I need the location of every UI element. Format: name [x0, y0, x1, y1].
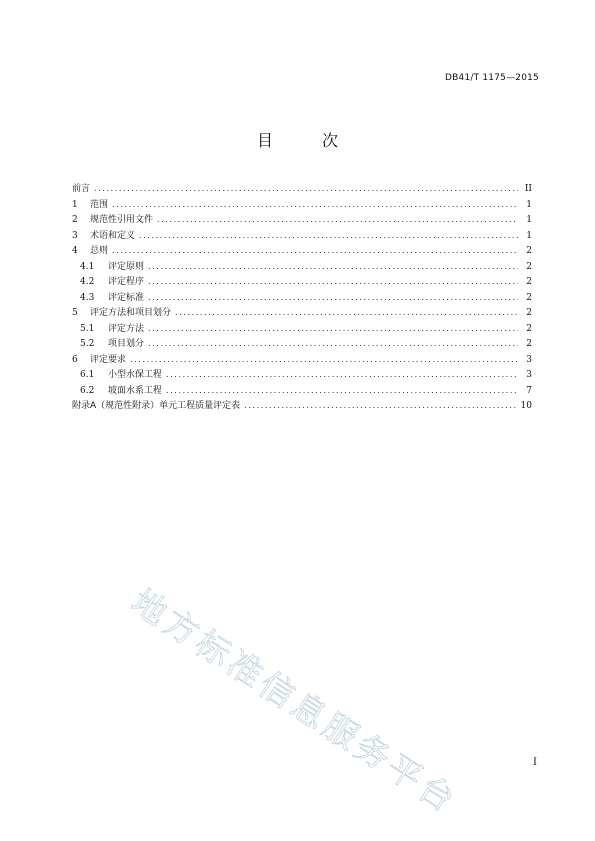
- toc-leader-dots: [148, 336, 518, 352]
- toc-entry-page: 2: [526, 292, 532, 303]
- toc-entry-page: 2: [526, 246, 532, 256]
- toc-entry-label: 评定标准: [108, 292, 145, 303]
- toc-entry-number: 5.2: [80, 339, 95, 349]
- toc-entry-label: 项目划分: [108, 339, 145, 349]
- toc-entry[interactable]: [72, 398, 532, 414]
- toc-entry-number: 4: [72, 246, 78, 256]
- toc-leader-dots: [148, 274, 518, 290]
- toc-entry-label: 术语和定义: [90, 230, 136, 241]
- toc-entry[interactable]: [72, 321, 532, 337]
- toc-leader-dots: [94, 181, 518, 197]
- toc-entry-number: 5: [72, 308, 78, 318]
- toc-entry-page: 3: [526, 370, 532, 380]
- page-number: I: [533, 757, 537, 768]
- toc-entry-label: 总则: [90, 246, 109, 256]
- toc-leader-dots: [148, 321, 518, 337]
- toc-entry[interactable]: [72, 274, 532, 290]
- toc-entry[interactable]: [72, 228, 532, 244]
- toc-entry[interactable]: [72, 336, 532, 352]
- toc-entry-number: 4.1: [80, 261, 95, 272]
- toc-entry-label: 范围: [90, 199, 109, 210]
- toc-entry[interactable]: [72, 259, 532, 275]
- toc-entry-label: 评定方法和项目划分: [90, 308, 172, 318]
- toc-entry-label: 附录A（规范性附录）单元工程质量评定表: [72, 401, 241, 411]
- toc-entry[interactable]: [72, 352, 532, 368]
- page-title: 目 次: [256, 131, 361, 150]
- toc-entry-label: 评定方法: [108, 323, 145, 334]
- toc-entry-number: 2: [72, 215, 78, 225]
- toc-entry-number: 6.2: [80, 385, 95, 396]
- toc-entry-label: 评定原则: [108, 261, 145, 272]
- toc-entry-number: 4.2: [80, 277, 95, 287]
- toc-entry-number: 6.1: [80, 370, 95, 380]
- toc-entry-number: 4.3: [80, 292, 95, 303]
- toc-entry-label: 评定要求: [90, 354, 127, 365]
- toc-entry[interactable]: [72, 305, 532, 321]
- toc-leader-dots: [148, 290, 518, 306]
- toc-leader-dots: [157, 212, 518, 228]
- toc-entry[interactable]: [72, 290, 532, 306]
- toc-entry-page: 3: [526, 354, 532, 365]
- toc-entry-page: 1: [526, 215, 532, 225]
- toc-entry-label: 小型水保工程: [108, 370, 163, 380]
- toc-entry-page: 1: [526, 199, 532, 210]
- toc-entry-label: 坡面水系工程: [108, 385, 163, 396]
- toc-entry[interactable]: [72, 367, 532, 383]
- toc-entry-page: 1: [526, 230, 532, 241]
- toc-entry-page: 2: [526, 308, 532, 318]
- toc-entry-page: II: [524, 184, 532, 194]
- toc-entry-number: 5.1: [80, 323, 95, 334]
- toc-leader-dots: [175, 305, 518, 321]
- toc-entry-page: 2: [526, 277, 532, 287]
- toc-leader-dots: [166, 383, 518, 399]
- toc-entry[interactable]: [72, 212, 532, 228]
- toc-entry[interactable]: [72, 383, 532, 399]
- toc-entry-page: 2: [526, 323, 532, 334]
- toc-leader-dots: [112, 243, 518, 259]
- toc-entry-page: 10: [520, 401, 532, 411]
- toc-entry-number: 6: [72, 354, 78, 365]
- toc-entry-page: 2: [526, 339, 532, 349]
- toc-leader-dots: [130, 352, 518, 368]
- toc-entry-page: 7: [526, 385, 532, 396]
- toc-leader-dots: [112, 197, 518, 213]
- toc-leader-dots: [148, 259, 518, 275]
- toc-entry[interactable]: [72, 243, 532, 259]
- toc-entry-number: 3: [72, 230, 78, 241]
- document-code: DB41/T 1175—2015: [445, 73, 539, 83]
- toc-entry[interactable]: [72, 197, 532, 213]
- toc-entry-label: 评定程序: [108, 277, 145, 287]
- toc-leader-dots: [166, 367, 518, 383]
- toc-leader-dots: [139, 228, 518, 244]
- toc-entry-label: 规范性引用文件: [90, 215, 154, 225]
- toc-entry-page: 2: [526, 261, 532, 272]
- toc-entry-number: 1: [72, 199, 78, 210]
- toc-entry-label: 前言: [72, 184, 91, 194]
- table-of-contents: [72, 181, 532, 414]
- toc-leader-dots: [244, 398, 516, 414]
- watermark: 地方标准信息服务平台: [123, 581, 465, 823]
- toc-entry[interactable]: [72, 181, 532, 197]
